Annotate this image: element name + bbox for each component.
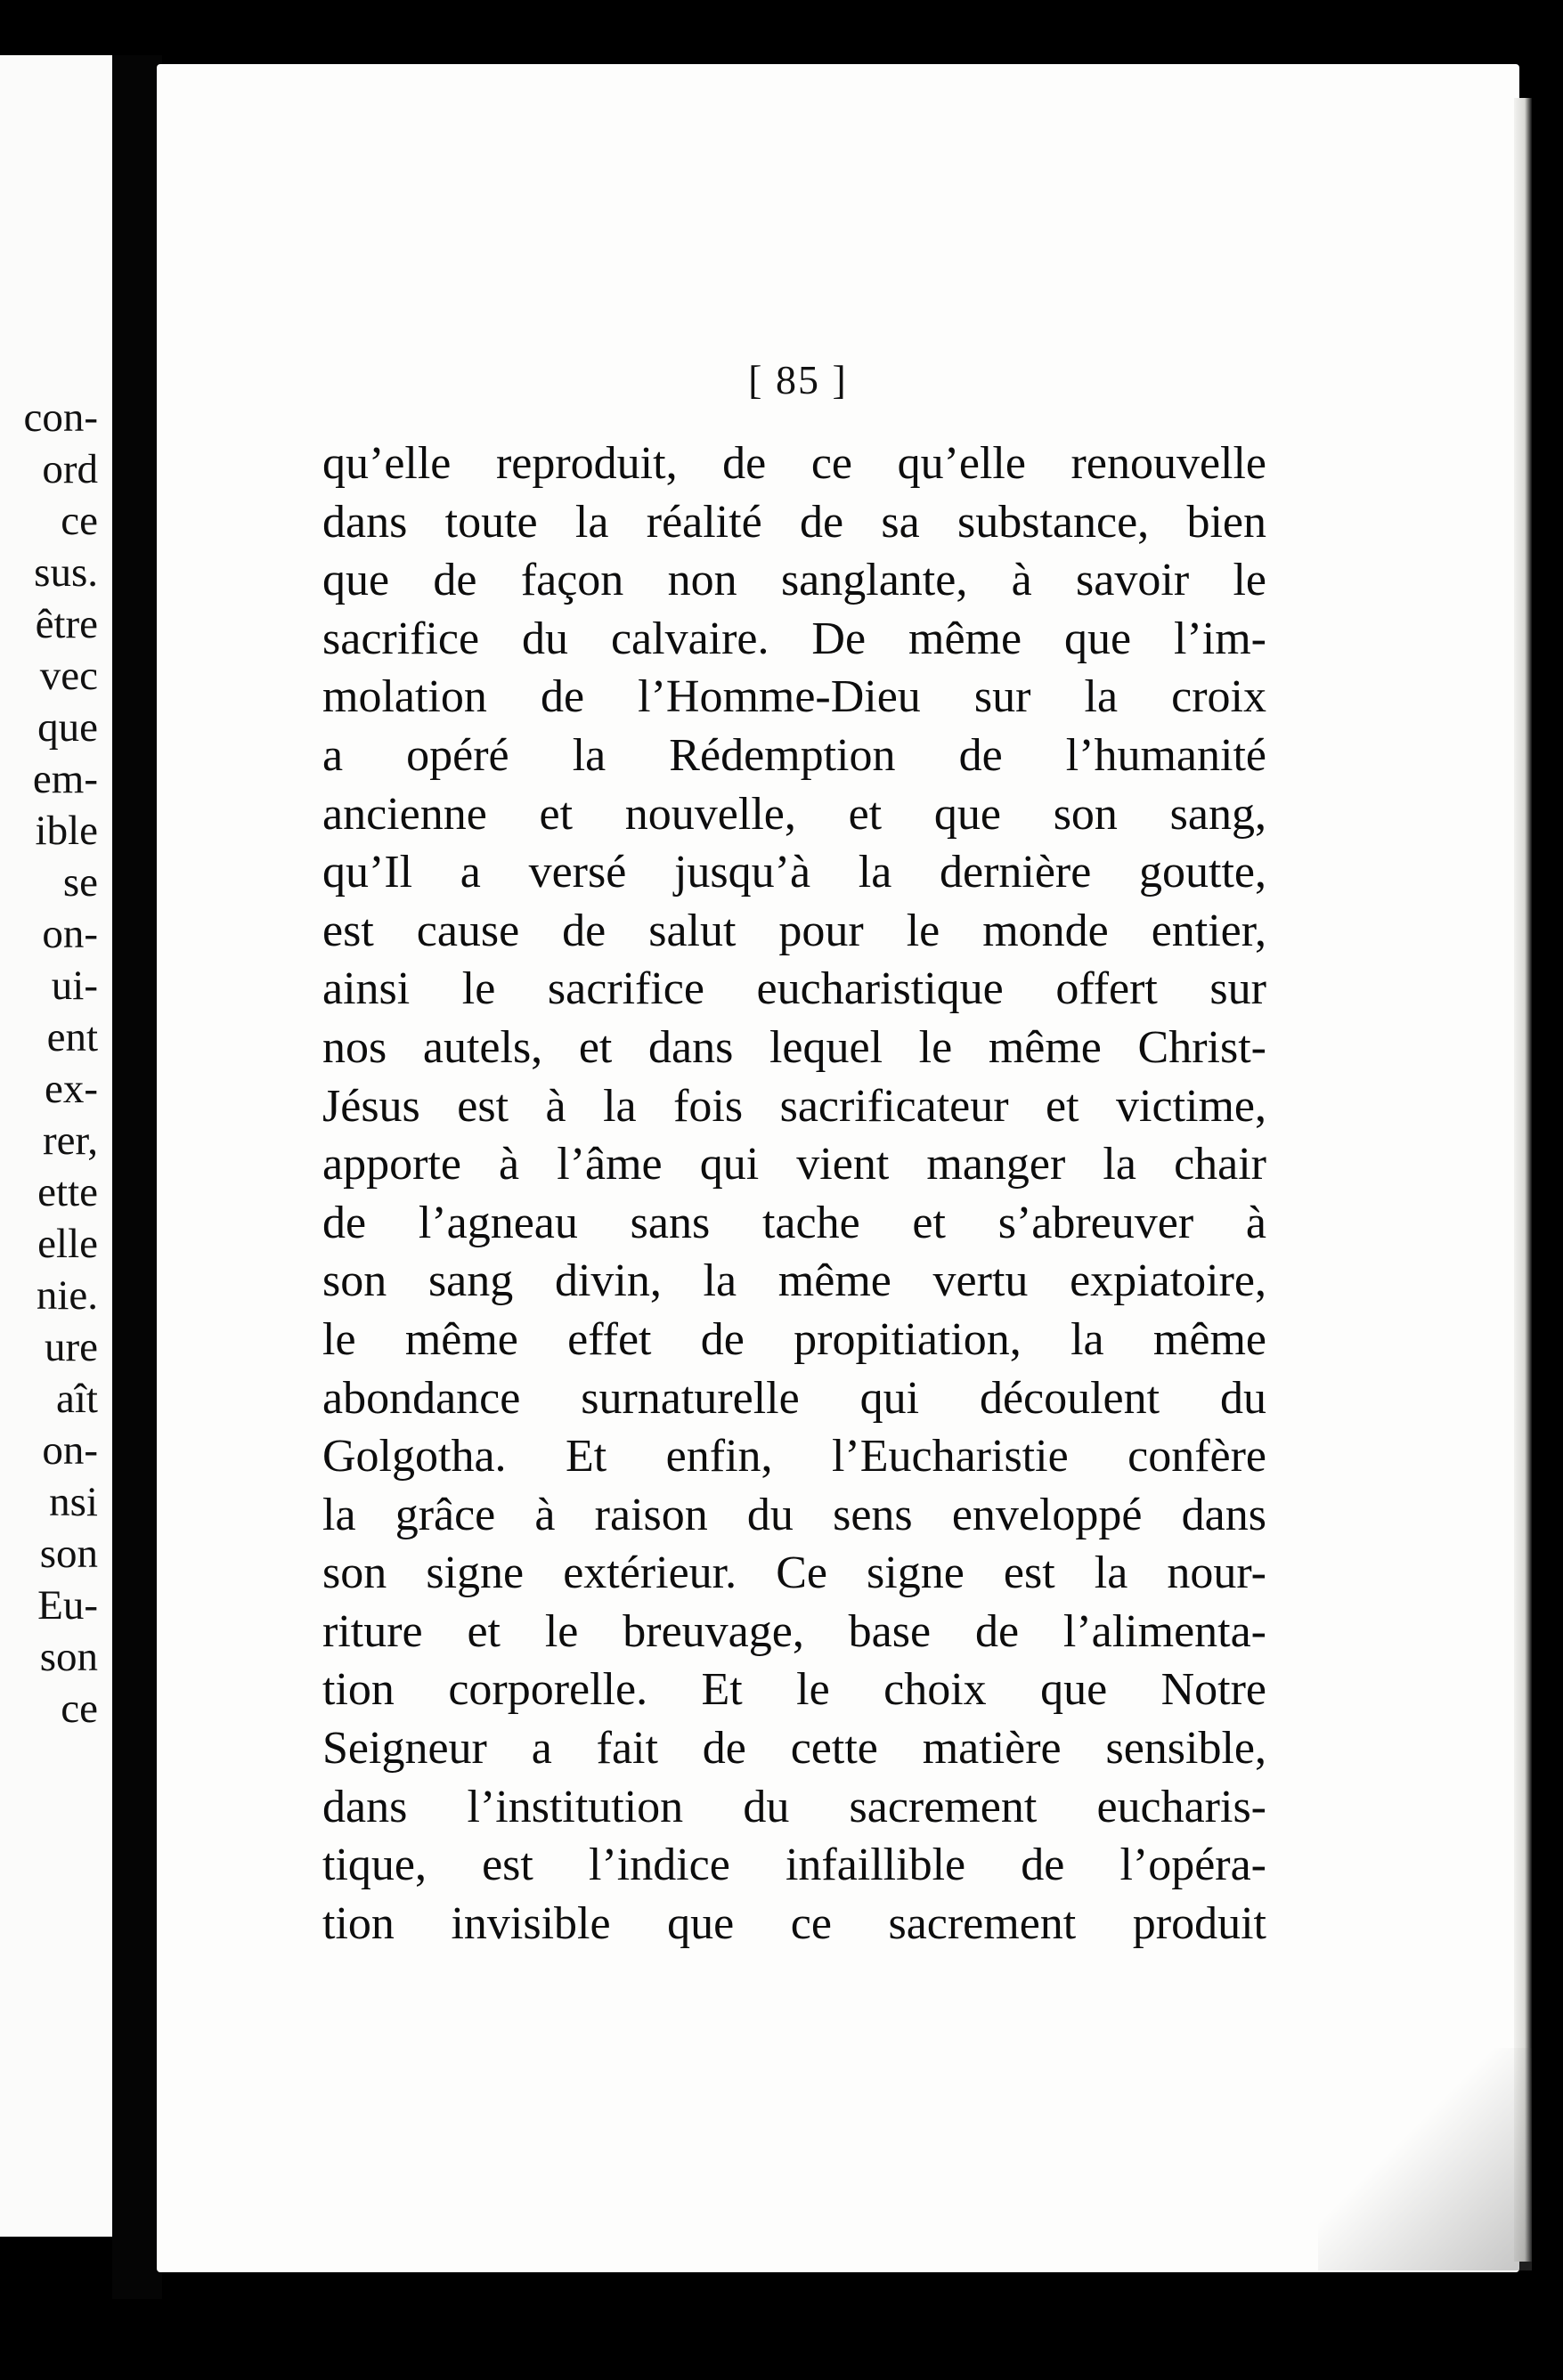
text-line: tion corporelle. Et le choix que Notre: [322, 1664, 1266, 1716]
previous-page: [0, 55, 112, 2237]
text-line: a opéré la Rédemption de l’humanité: [322, 729, 1266, 781]
previous-page-line: vec: [39, 653, 98, 699]
previous-page-line: ce: [61, 1685, 98, 1732]
previous-page-line: ette: [37, 1169, 98, 1215]
previous-page-line: aît: [56, 1376, 98, 1422]
text-line: apporte à l’âme qui vient manger la chair: [322, 1139, 1266, 1190]
previous-page-line: sus.: [34, 549, 98, 596]
previous-page-line: ce: [61, 498, 98, 544]
previous-page-line: con-: [23, 394, 98, 441]
page-number: [ 85 ]: [748, 357, 848, 402]
previous-page-text: [5, 55, 112, 1734]
text-line: abondance surnaturelle qui découlent du: [322, 1372, 1266, 1424]
text-line: que de façon non sanglante, à savoir le: [322, 555, 1266, 606]
text-line: est cause de salut pour le monde entier,: [322, 905, 1266, 956]
previous-page-line: Eu-: [37, 1582, 98, 1629]
previous-page-line: que: [37, 704, 98, 751]
text-line: Seigneur a fait de cette matière sensible,: [322, 1723, 1266, 1775]
previous-page-line: être: [35, 601, 98, 647]
text-line: molation de l’Homme-Dieu sur la croix: [322, 671, 1266, 723]
previous-page-line: son: [39, 1531, 98, 1577]
text-line: sacrifice du calvaire. De même que l’im-: [322, 613, 1266, 664]
text-line: son signe extérieur. Ce signe est la nour-: [322, 1547, 1266, 1599]
previous-page-line: em-: [32, 756, 98, 802]
text-line: ancienne et nouvelle, et que son sang,: [322, 788, 1266, 840]
text-line: le même effet de propitiation, la même: [322, 1313, 1266, 1365]
text-line: son sang divin, la même vertu expiatoire,: [322, 1255, 1266, 1307]
text-line: Jésus est à la fois sacrificateur et victime,: [322, 1080, 1266, 1132]
previous-page-line: rer,: [42, 1117, 98, 1164]
page-shadow: [1318, 2048, 1532, 2270]
previous-page-line: ord: [42, 446, 98, 492]
previous-page-line: elle: [37, 1221, 98, 1267]
text-line: de l’agneau sans tache et s’abreuver à: [322, 1197, 1266, 1248]
text-line: dans l’institution du sacrement eucharis-: [322, 1781, 1266, 1832]
previous-page-line: son: [39, 1634, 98, 1680]
book-page: [157, 64, 1519, 2272]
previous-page-line: on-: [42, 1427, 98, 1474]
previous-page-line: ui-: [51, 963, 98, 1009]
text-line: tion invisible que ce sacrement produit: [322, 1897, 1266, 1949]
text-line: riture et le breuvage, base de l’alimenta-: [322, 1605, 1266, 1657]
previous-page-line: nie.: [36, 1272, 98, 1319]
text-line: nos autels, et dans lequel le même Christ-: [322, 1021, 1266, 1073]
previous-page-line: nsi: [49, 1479, 98, 1525]
text-line: ainsi le sacrifice eucharistique offert sur: [322, 963, 1266, 1015]
text-line: la grâce à raison du sens enveloppé dans: [322, 1489, 1266, 1540]
book-gutter: [112, 55, 162, 2299]
previous-page-line: ent: [46, 1014, 98, 1060]
previous-page-line: ex-: [44, 1066, 98, 1112]
previous-page-line: se: [62, 859, 98, 906]
text-line: qu’elle reproduit, de ce qu’elle renouvelle: [322, 438, 1266, 489]
text-line: dans toute la réalité de sa substance, bien: [322, 496, 1266, 548]
previous-page-line: on-: [42, 911, 98, 957]
page-edge: [1514, 98, 1532, 2262]
page-body-text: [322, 435, 1266, 1953]
previous-page-line: ure: [44, 1324, 98, 1370]
text-line: Golgotha. Et enfin, l’Eucharistie confère: [322, 1431, 1266, 1482]
previous-page-line: ible: [35, 808, 98, 854]
text-line: tique, est l’indice infaillible de l’opéra-: [322, 1840, 1266, 1891]
text-line: qu’Il a versé jusqu’à la dernière goutte,: [322, 847, 1266, 898]
